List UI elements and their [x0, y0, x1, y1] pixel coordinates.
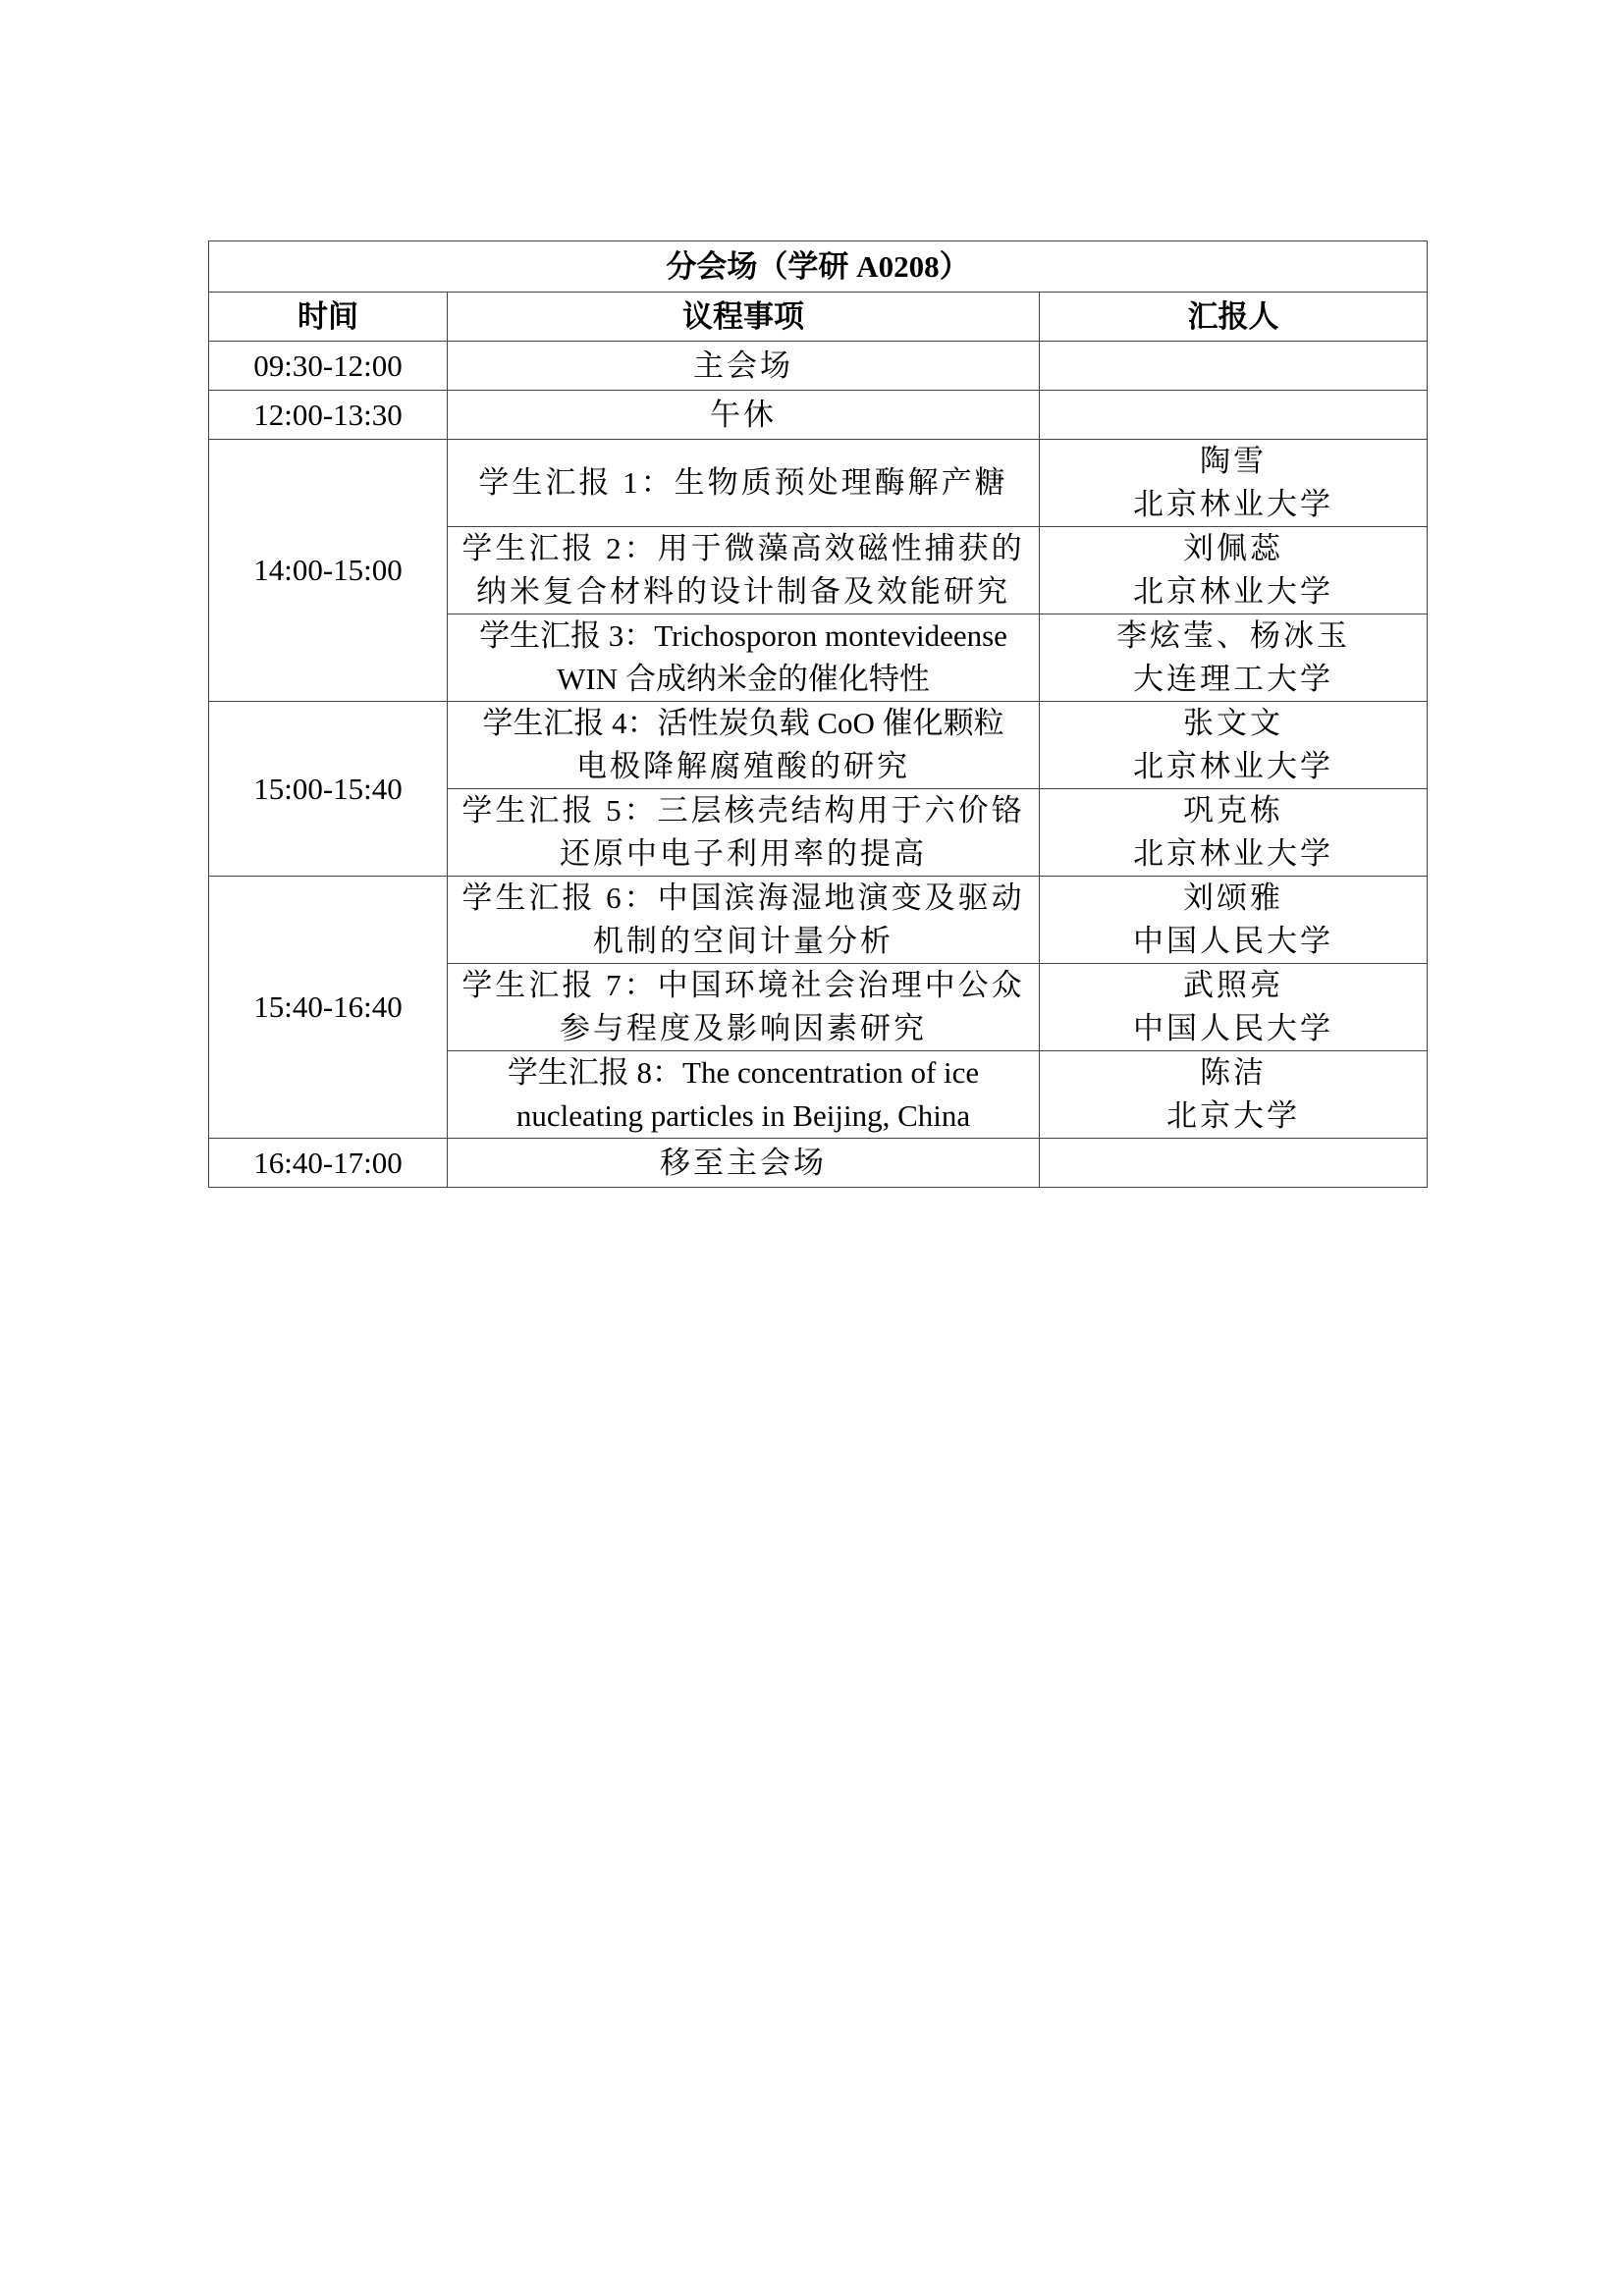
item-line: 学生汇报 6：中国滨海湿地演变及驱动: [461, 881, 1025, 915]
header-item: 议程事项: [448, 293, 1040, 342]
item-line: 学生汇报 2：用于微藻高效磁性捕获的: [461, 531, 1025, 565]
table-row: [209, 702, 1428, 789]
reporter-affiliation: 中国人民大学: [1133, 1011, 1333, 1045]
item-line: WIN 合成纳米金的催化特性: [557, 662, 930, 696]
reporter-cell: [1040, 614, 1428, 702]
table-row: [209, 342, 1428, 391]
item-cell: 移至主会场: [448, 1139, 1040, 1188]
item-cell: [448, 789, 1040, 877]
table-title-row: [209, 241, 1428, 293]
time-cell: 09:30-12:00: [209, 342, 448, 391]
reporter-affiliation: 北京大学: [1166, 1098, 1300, 1133]
reporter-name: 刘佩蕊: [1183, 531, 1283, 565]
item-line: 学生汇报 8：The concentration of ice: [507, 1055, 980, 1090]
item-cell: [448, 614, 1040, 702]
item-line: 学生汇报 3：Trichosporon montevideense: [479, 618, 1007, 653]
reporter-cell: [1040, 342, 1428, 391]
time-cell: 14:00-15:00: [209, 440, 448, 702]
reporter-name: 武照亮: [1183, 968, 1283, 1002]
reporter-cell: [1040, 527, 1428, 614]
table-row: [209, 391, 1428, 440]
reporter-cell: [1040, 440, 1428, 527]
item-line: 学生汇报 4：活性炭负载 CoO 催化颗粒: [482, 706, 1004, 740]
item-line: 电极降解腐殖酸的研究: [576, 749, 910, 783]
item-line: 还原中电子利用率的提高: [560, 836, 927, 871]
item-cell: [448, 527, 1040, 614]
table-row: [209, 440, 1428, 527]
reporter-cell: [1040, 1139, 1428, 1188]
item-cell: [448, 877, 1040, 964]
item-cell: 主会场: [448, 342, 1040, 391]
agenda-table: [208, 240, 1428, 1188]
time-cell: 15:40-16:40: [209, 877, 448, 1139]
item-cell: [448, 702, 1040, 789]
reporter-name: 张文文: [1183, 706, 1283, 740]
item-line: 参与程度及影响因素研究: [560, 1011, 927, 1045]
reporter-name: 刘颂雅: [1183, 881, 1283, 915]
reporter-cell: [1040, 1051, 1428, 1139]
item-line: 学生汇报 7：中国环境社会治理中公众: [461, 968, 1025, 1002]
item-cell: [448, 1051, 1040, 1139]
header-time: 时间: [209, 293, 448, 342]
time-cell: 15:00-15:40: [209, 702, 448, 877]
reporter-affiliation: 北京林业大学: [1133, 574, 1333, 609]
header-row: [209, 293, 1428, 342]
time-cell: 16:40-17:00: [209, 1139, 448, 1188]
reporter-name: 巩克栋: [1183, 793, 1283, 828]
reporter-affiliation: 大连理工大学: [1133, 662, 1333, 696]
item-cell: 午休: [448, 391, 1040, 440]
reporter-affiliation: 北京林业大学: [1133, 836, 1333, 871]
item-cell: [448, 964, 1040, 1051]
item-line: 纳米复合材料的设计制备及效能研究: [476, 574, 1010, 609]
reporter-name: 陶雪: [1200, 444, 1267, 478]
item-line: 学生汇报 5：三层核壳结构用于六价铬: [461, 793, 1025, 828]
time-cell: 12:00-13:30: [209, 391, 448, 440]
reporter-affiliation: 北京林业大学: [1133, 749, 1333, 783]
reporter-cell: [1040, 964, 1428, 1051]
reporter-cell: [1040, 877, 1428, 964]
reporter-cell: [1040, 391, 1428, 440]
reporter-affiliation: 中国人民大学: [1133, 924, 1333, 958]
reporter-name: 李炫莹、杨冰玉: [1116, 618, 1350, 653]
reporter-cell: [1040, 702, 1428, 789]
header-reporter: 汇报人: [1040, 293, 1428, 342]
reporter-affiliation: 北京林业大学: [1133, 487, 1333, 521]
table-row: [209, 1139, 1428, 1188]
table-row: [209, 877, 1428, 964]
item-line: 机制的空间计量分析: [593, 924, 893, 958]
item-cell: [448, 440, 1040, 527]
reporter-cell: [1040, 789, 1428, 877]
item-line: 学生汇报 1：生物质预处理酶解产糖: [478, 465, 1008, 500]
item-line: nucleating particles in Beijing, China: [515, 1098, 971, 1133]
reporter-name: 陈洁: [1200, 1055, 1267, 1090]
table-title: 分会场（学研 A0208）: [209, 241, 1428, 293]
